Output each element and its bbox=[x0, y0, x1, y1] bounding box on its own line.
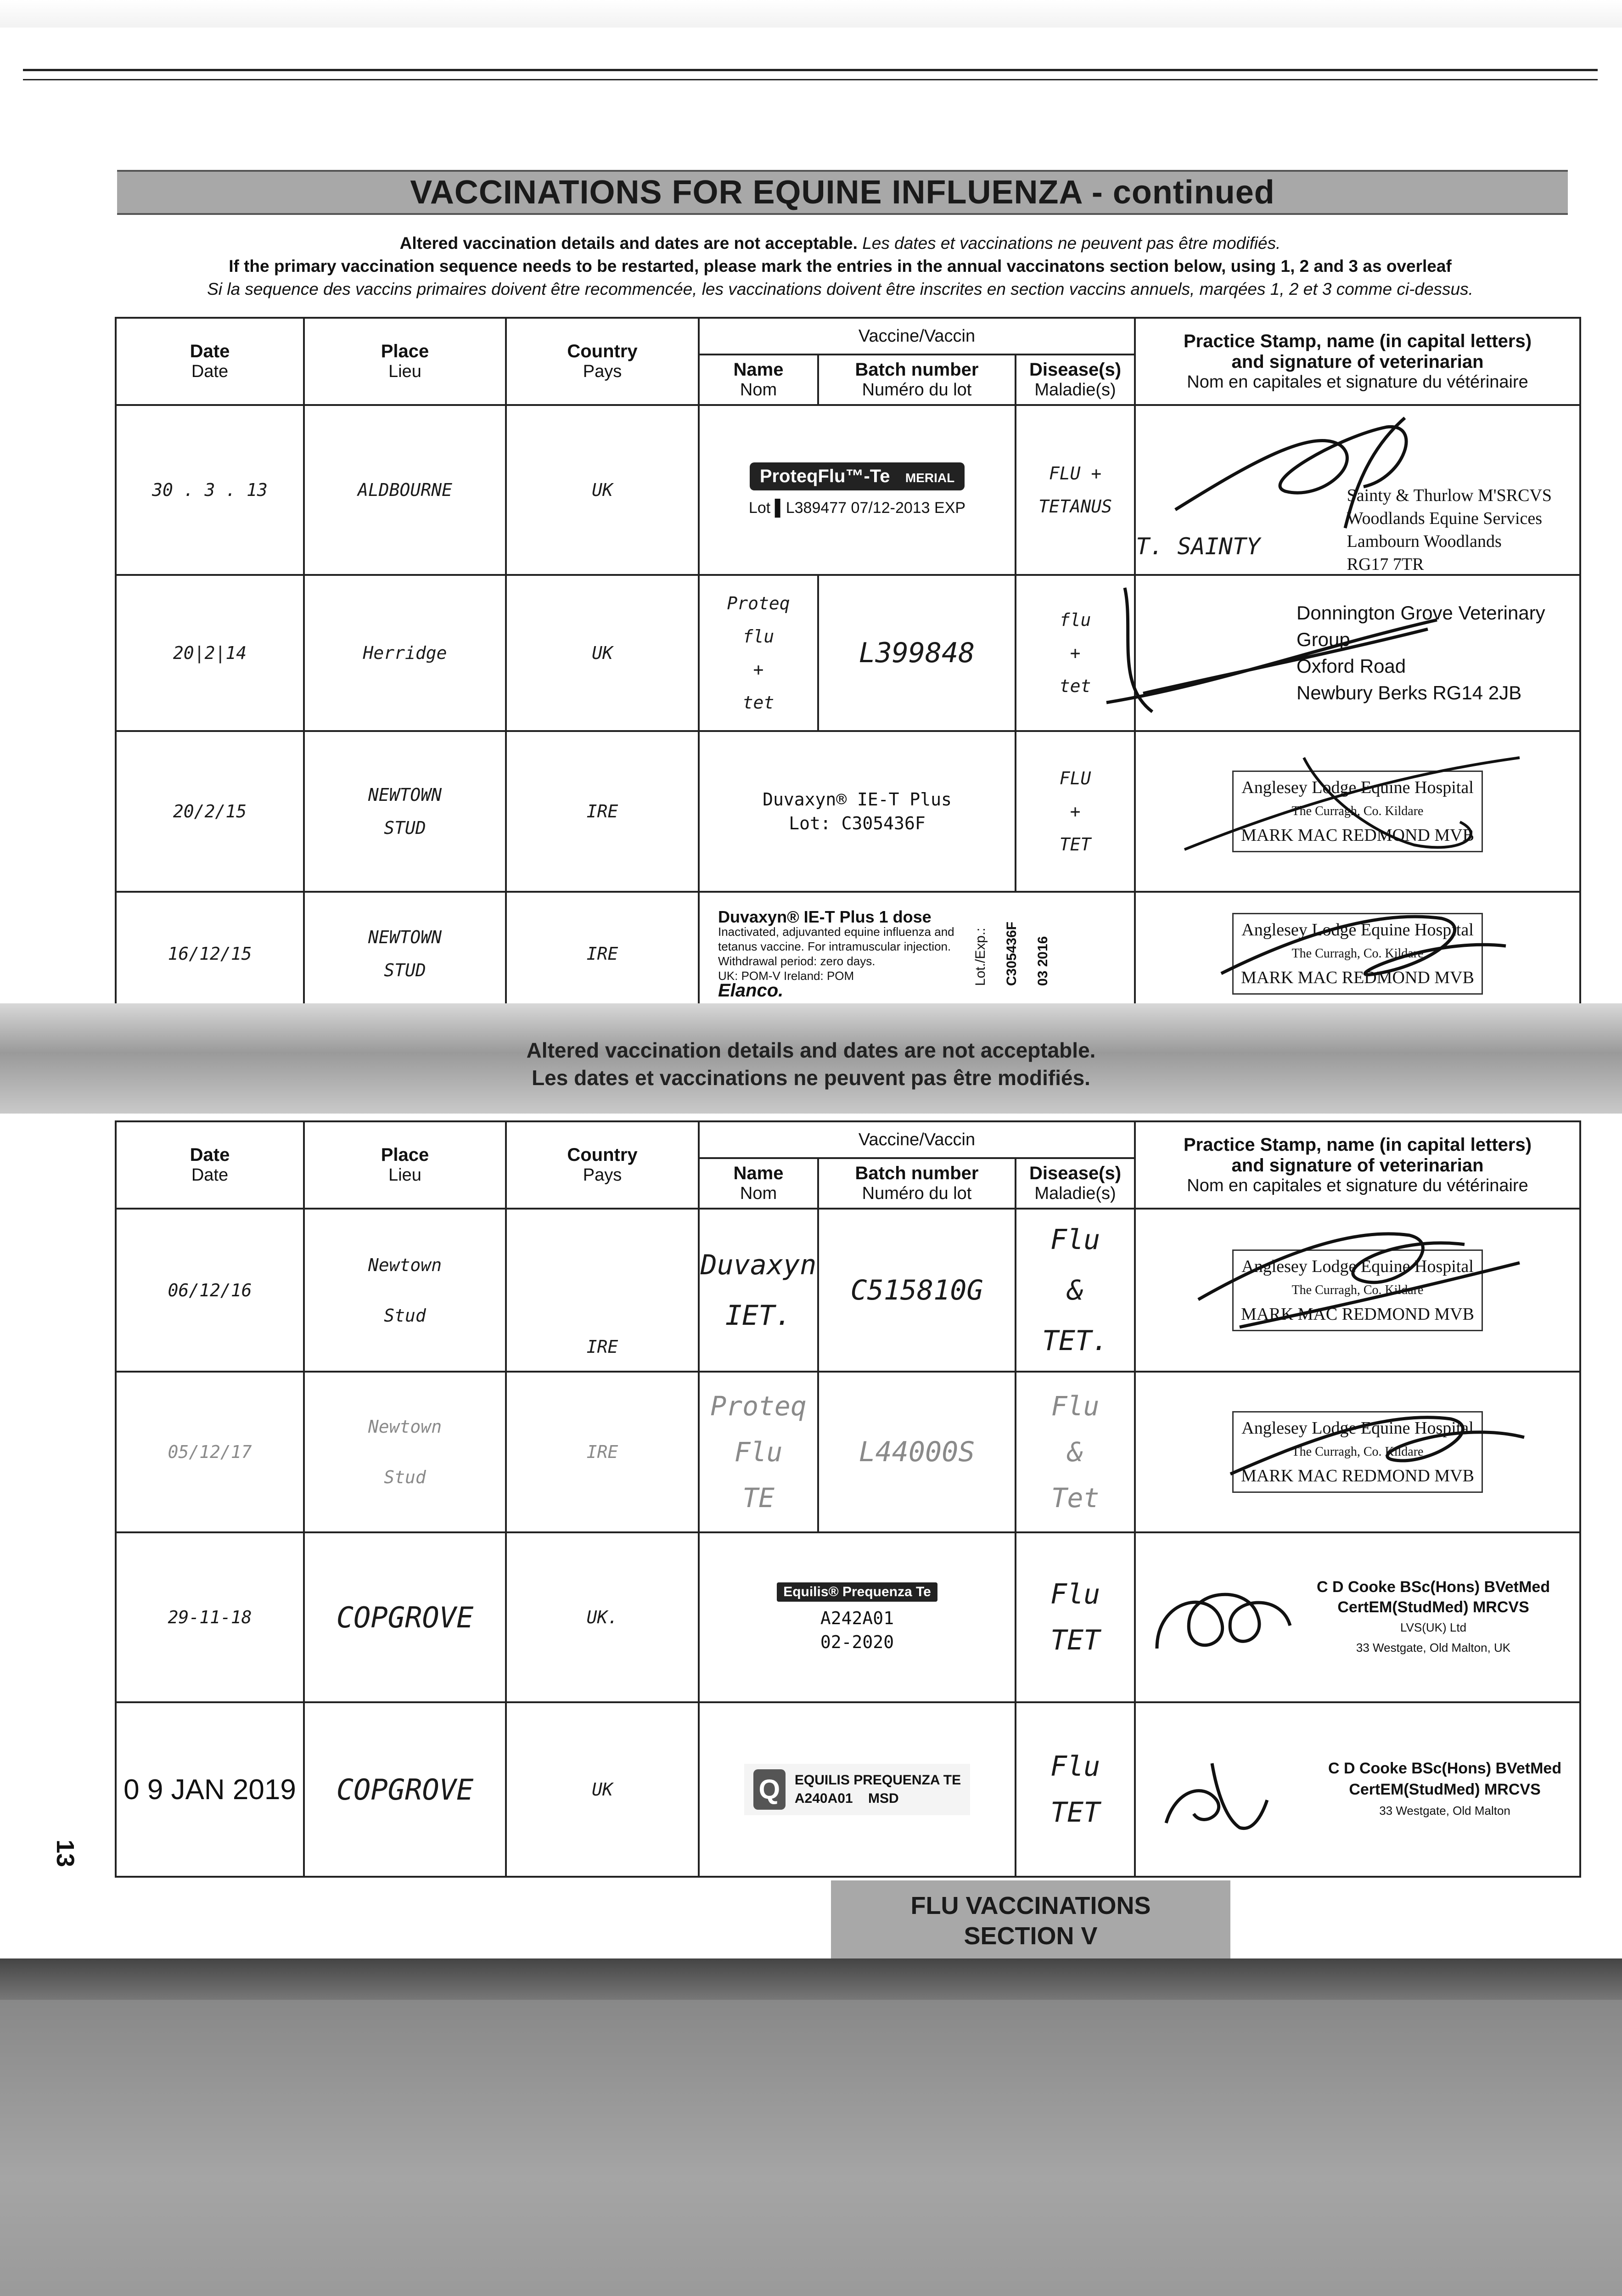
place-cell: NEWTOWN STUD bbox=[304, 731, 506, 892]
disease-cell: FLU + TET bbox=[1016, 731, 1135, 892]
batch-cell: L44000S bbox=[818, 1372, 1016, 1532]
header-name: Name Nom bbox=[699, 355, 818, 405]
practice-stamp: Donnington Grove Veterinary Group Oxford Road Newbury Berks RG14 2JB bbox=[1296, 602, 1545, 703]
practice-stamp: Anglesey Lodge Equine Hospital The Curragh, Co. Kildare MARK MAC REDMOND MVB bbox=[1232, 771, 1483, 852]
place-cell: Newtown Stud bbox=[304, 1372, 506, 1532]
date-cell: 20|2|14 bbox=[116, 575, 304, 731]
header-vaccine: Vaccine/Vaccin bbox=[699, 318, 1135, 355]
page-title: VACCINATIONS FOR EQUINE INFLUENZA - continued bbox=[117, 170, 1568, 215]
notice-line-2: If the primary vaccination sequence needs to be restarted, please mark the entries in the annual vaccinatons section below, using 1, 2 and 3 as overleaf bbox=[229, 257, 1452, 276]
vaccine-sticker: Q EQUILIS PREQUENZA TE A240A01 MSD bbox=[744, 1764, 970, 1815]
header-place: Place Lieu bbox=[304, 318, 506, 405]
fold-notice-1: Altered vaccination details and dates are not acceptable. bbox=[526, 1038, 1096, 1062]
disease-cell: FLU + TETANUS bbox=[1016, 405, 1135, 575]
header-name: Name Nom bbox=[699, 1158, 818, 1209]
disease-cell: Flu TET bbox=[1016, 1532, 1135, 1702]
batch-cell: L399848 bbox=[818, 575, 1016, 731]
header-country: Country Pays bbox=[506, 1121, 699, 1209]
vaccine-sticker: Duvaxyn® IE-T Plus 1 dose Inactivated, adjuvanted equine influenza and tetanus vaccine. For intramuscular injection. Withdrawal period: zero days. UK: POM-V Ireland: POM Elanco. bbox=[718, 907, 954, 1001]
vaccine-sticker: ProteqFlu™-Te MERIAL bbox=[750, 462, 965, 490]
table-row bbox=[116, 1209, 1580, 1372]
vaccine-sticker: Equilis® Prequenza Te bbox=[777, 1582, 937, 1602]
date-cell: 0 9 JAN 2019 bbox=[116, 1702, 304, 1877]
page-top-edge bbox=[0, 0, 1622, 28]
header-practice: Practice Stamp, name (in capital letters) and signature of veterinarian Nom en capitales et signature du vétérinaire bbox=[1135, 1121, 1580, 1209]
practice-stamp-cell bbox=[1135, 1702, 1580, 1877]
vaccine-sticker-cell bbox=[699, 1702, 1016, 1877]
sticker-lot: Lot./Exp.: C305436F 03 2016 bbox=[972, 921, 1050, 986]
vaccine-sticker-cell bbox=[699, 405, 1016, 575]
practice-stamp-cell bbox=[1135, 731, 1580, 892]
practice-stamp-cell bbox=[1135, 405, 1580, 575]
fold-notice-2: Les dates et vaccinations ne peuvent pas être modifiés. bbox=[532, 1066, 1090, 1090]
notice-line-3: Si la sequence des vaccins primaires doivent être recommencée, les vaccinations doivent être inscrites en section vaccins annuels, marqées 1, 2 et 3 comme ci-dessus. bbox=[207, 280, 1473, 298]
vaccine-sticker-cell bbox=[699, 892, 1135, 1016]
header-practice: Practice Stamp, name (in capital letters) and signature of veterinarian Nom en capitales et signature du vétérinaire bbox=[1135, 318, 1580, 405]
table-row bbox=[116, 1532, 1580, 1702]
header-batch: Batch number Numéro du lot bbox=[818, 355, 1016, 405]
header-date: Date Date bbox=[116, 318, 304, 405]
page-number: 13 bbox=[51, 1839, 79, 1868]
sticker-name: Duvaxyn® IE-T Plus bbox=[763, 789, 952, 810]
disease-cell: Flu & TET. bbox=[1016, 1209, 1135, 1372]
header-batch: Batch number Numéro du lot bbox=[818, 1158, 1016, 1209]
page-bottom-shadow bbox=[0, 2000, 1622, 2296]
date-cell: 29-11-18 bbox=[116, 1532, 304, 1702]
practice-stamp: Anglesey Lodge Equine Hospital The Curragh, Co. Kildare MARK MAC REDMOND MVB bbox=[1232, 913, 1483, 995]
place-cell: ALDBOURNE bbox=[304, 405, 506, 575]
practice-stamp-cell bbox=[1135, 575, 1580, 731]
header-country: Country Pays bbox=[506, 318, 699, 405]
top-rule-2 bbox=[23, 79, 1598, 80]
notice-french: Les dates et vaccinations ne peuvent pas être modifiés. bbox=[862, 234, 1281, 253]
date-cell: 06/12/16 bbox=[116, 1209, 304, 1372]
disease-cell: Flu & Tet bbox=[1016, 1372, 1135, 1532]
sticker-lot: Lot: C305436F bbox=[789, 813, 926, 833]
date-cell: 16/12/15 bbox=[116, 892, 304, 1016]
vaccine-name-cell: Proteq Flu TE bbox=[699, 1372, 818, 1532]
practice-stamp-cell bbox=[1135, 1532, 1580, 1702]
header-date: Date Date bbox=[116, 1121, 304, 1209]
elanco-logo: Elanco. bbox=[718, 980, 784, 1001]
disease-cell: flu + tet bbox=[1016, 575, 1135, 731]
practice-stamp: Anglesey Lodge Equine Hospital The Curragh, Co. Kildare MARK MAC REDMOND MVB bbox=[1232, 1411, 1483, 1493]
header-place: Place Lieu bbox=[304, 1121, 506, 1209]
msd-logo: MSD bbox=[868, 1791, 899, 1806]
vaccine-sticker-cell bbox=[699, 731, 1016, 892]
table-row bbox=[116, 575, 1580, 731]
table-row bbox=[116, 892, 1580, 1016]
table-row bbox=[116, 1372, 1580, 1532]
vaccine-name-cell: Duvaxyn IET. bbox=[699, 1209, 818, 1372]
country-cell: IRE bbox=[506, 892, 699, 1016]
vaccination-table-upper bbox=[115, 317, 1581, 1017]
place-cell: COPGROVE bbox=[304, 1702, 506, 1877]
practice-stamp: C D Cooke BSc(Hons) BVetMed CertEM(StudMed) MRCVS 33 Westgate, Old Malton bbox=[1328, 1760, 1562, 1818]
header-disease: Disease(s) Maladie(s) bbox=[1016, 1158, 1135, 1209]
table-row bbox=[116, 731, 1580, 892]
header-disease: Disease(s) Maladie(s) bbox=[1016, 355, 1135, 405]
batch-cell: C515810G bbox=[818, 1209, 1016, 1372]
place-cell: COPGROVE bbox=[304, 1532, 506, 1702]
country-cell: UK bbox=[506, 575, 699, 731]
place-cell: Newtown Stud bbox=[304, 1209, 506, 1372]
country-cell: UK bbox=[506, 1702, 699, 1877]
practice-stamp: Sainty & Thurlow M'SRCVS Woodlands Equine Services Lambourn Woodlands RG17 7TR bbox=[1347, 486, 1552, 574]
practice-stamp: C D Cooke BSc(Hons) BVetMed CertEM(StudMed) MRCVS LVS(UK) Ltd 33 Westgate, Old Malton, UK bbox=[1316, 1578, 1550, 1654]
header-vaccine: Vaccine/Vaccin bbox=[699, 1121, 1135, 1158]
date-cell: 05/12/17 bbox=[116, 1372, 304, 1532]
sticker-lot: Lot ▌L389477 07/12-2013 EXP bbox=[748, 499, 966, 517]
sticker-lot: A242A01 02-2020 bbox=[820, 1608, 894, 1652]
disease-cell: Flu TET bbox=[1016, 1702, 1135, 1877]
place-cell: Herridge bbox=[304, 575, 506, 731]
table-row bbox=[116, 405, 1580, 575]
country-cell: IRE bbox=[506, 1372, 699, 1532]
date-cell: 30 . 3 . 13 bbox=[116, 405, 304, 575]
top-rule bbox=[23, 69, 1598, 71]
vet-name-handwritten: T. SAINTY bbox=[1136, 533, 1260, 560]
country-cell: IRE bbox=[506, 731, 699, 892]
practice-stamp-cell bbox=[1135, 1372, 1580, 1532]
country-cell: UK bbox=[506, 405, 699, 575]
vaccination-table-lower bbox=[115, 1120, 1581, 1878]
notice-bold: Altered vaccination details and dates are not acceptable. bbox=[399, 234, 858, 253]
table-row bbox=[116, 1702, 1580, 1877]
page-bottom-band bbox=[0, 1958, 1622, 2000]
notice-line-1 bbox=[101, 232, 1579, 255]
section-label: FLU VACCINATIONS SECTION V bbox=[831, 1880, 1230, 1961]
practice-stamp: Anglesey Lodge Equine Hospital The Curragh, Co. Kildare MARK MAC REDMOND MVB bbox=[1232, 1249, 1483, 1331]
date-cell: 20/2/15 bbox=[116, 731, 304, 892]
equilis-logo-icon: Q bbox=[753, 1769, 786, 1810]
place-cell: NEWTOWN STUD bbox=[304, 892, 506, 1016]
practice-stamp-cell bbox=[1135, 1209, 1580, 1372]
vaccine-sticker-cell bbox=[699, 1532, 1016, 1702]
practice-stamp-cell bbox=[1135, 892, 1580, 1016]
vaccine-name-cell: Proteq flu + tet bbox=[699, 575, 818, 731]
country-cell: UK. bbox=[506, 1532, 699, 1702]
country-cell: IRE bbox=[506, 1209, 699, 1372]
